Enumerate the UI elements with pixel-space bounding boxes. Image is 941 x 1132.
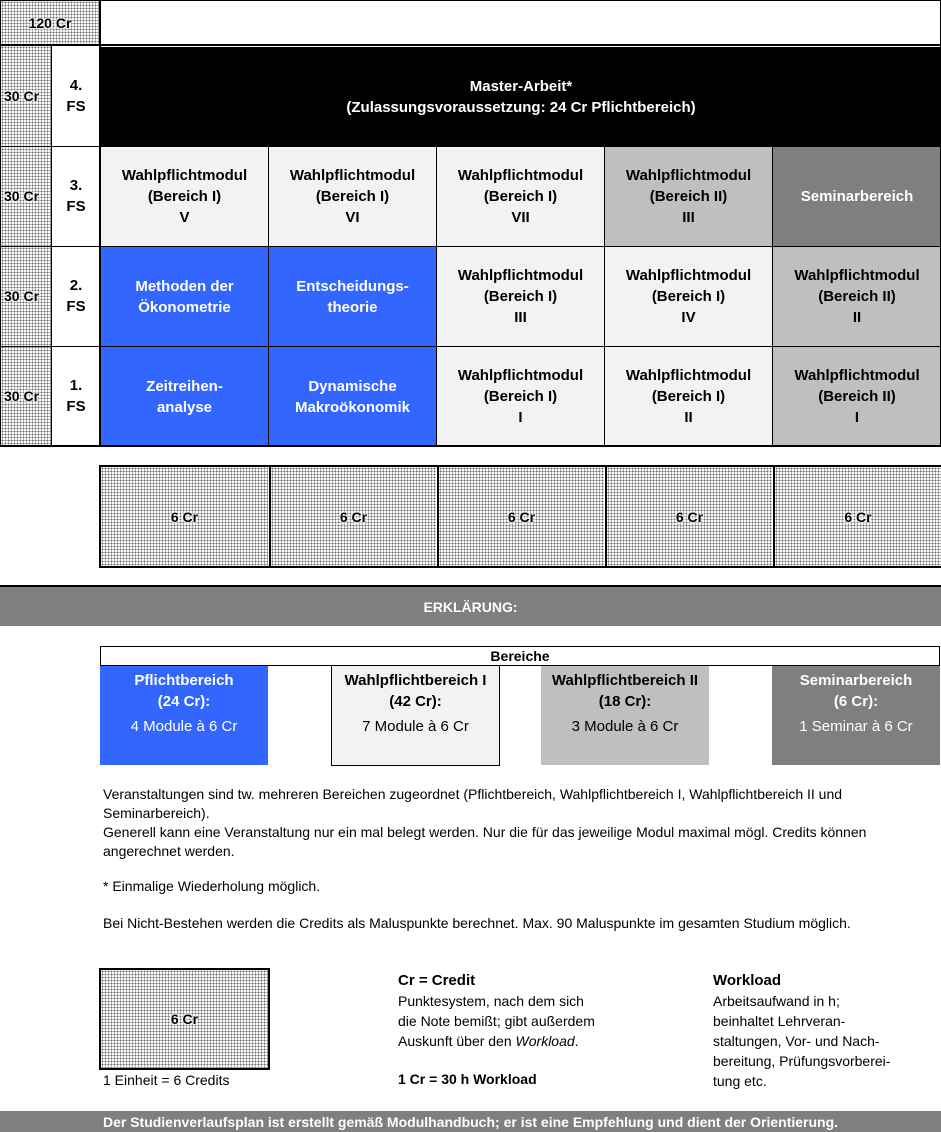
credit-row — [101, 467, 941, 566]
bereiche-title-label: Bereiche — [490, 648, 550, 664]
workload-lines — [713, 991, 933, 1091]
workload-line: staltungen, Vor- und Nach- — [713, 1033, 880, 1049]
module-grid — [101, 146, 941, 446]
legend-wahlpflichtbereich-2 — [541, 666, 709, 765]
module-cell-line: III — [514, 309, 527, 326]
module-cell-line: Ökonometrie — [138, 298, 231, 316]
grid-line — [268, 146, 269, 446]
unit-box-label: 6 Cr — [170, 1011, 199, 1027]
credit-unit-cell — [101, 467, 268, 566]
module-cell-line: (Bereich II) — [649, 188, 728, 205]
module-cell-line: (Bereich I) — [483, 288, 558, 305]
module-cell — [269, 347, 436, 446]
workload-line: bereitung, Prüfungsvorberei- — [713, 1053, 891, 1069]
semester-number: 1. — [69, 377, 83, 394]
module-cell-line: Wahlpflichtmodul — [457, 167, 584, 184]
grid-line — [0, 246, 941, 247]
module-cell-line: (Bereich I) — [315, 188, 390, 205]
module-cell-line: Wahlpflichtmodul — [625, 267, 752, 284]
module-cell — [437, 147, 604, 246]
module-cell — [101, 147, 268, 246]
legend-paragraph-1: Veranstaltungen sind tw. mehreren Bereichen zugeordnet (Pflichtbereich, Wahlpflichtbereich I, Wahlpflichtbereich II und Seminarbereich). — [103, 786, 843, 821]
workload-line: beinhaltet Lehrveran- — [713, 1013, 846, 1029]
legend-box-desc: 3 Module à 6 Cr — [571, 718, 679, 735]
semester-fs: FS — [66, 398, 86, 415]
semester-label — [51, 246, 101, 346]
credit-desc-line: die Note bemißt; gibt außerdem — [398, 1013, 595, 1029]
grid-line — [772, 146, 773, 446]
total-credits-cell — [0, 0, 101, 46]
total-credits-label: 120 Cr — [28, 14, 72, 31]
semester-credits: 30 Cr — [4, 388, 40, 404]
module-cell — [605, 247, 772, 346]
workload-definition — [713, 971, 933, 1091]
module-cell-line: III — [682, 209, 695, 226]
module-cell-line: Wahlpflichtmodul — [625, 367, 752, 384]
credit-unit-label: 6 Cr — [507, 508, 536, 525]
legend-box-title: Wahlpflichtbereich II — [551, 672, 699, 689]
credit-unit-label: 6 Cr — [844, 508, 872, 525]
module-cell-line: Zeitreihen- — [146, 377, 223, 395]
module-cell-line: I — [518, 409, 523, 426]
module-cell-line: IV — [681, 309, 696, 326]
module-cell-line: V — [179, 209, 190, 226]
master-thesis-subtitle: (Zulassungsvoraussetzung: 24 Cr Pflichtbereich) — [346, 98, 696, 116]
module-cell-line: Wahlpflichtmodul — [625, 167, 752, 184]
module-cell-line: VII — [511, 209, 530, 226]
module-cell-line: theorie — [327, 298, 378, 316]
total-credits-spacer — [101, 0, 941, 46]
legend-box-title: Seminarbereich — [799, 672, 913, 689]
legend-box-credits: (24 Cr): — [157, 693, 211, 710]
module-cell-line: (Bereich II) — [818, 288, 896, 305]
module-cell-line: Entscheidungs- — [296, 277, 409, 295]
legend-box-credits: (6 Cr): — [833, 693, 879, 710]
module-cell-line: Wahlpflichtmodul — [121, 167, 248, 184]
legend-paragraph-2: Generell kann eine Veranstaltung nur ein mal belegt werden. Nur die für das jeweilige Modul maximal mögl. Credits können angerechnet werden. — [103, 824, 867, 859]
module-cell — [101, 247, 268, 346]
module-cell — [605, 147, 772, 246]
grid-line — [436, 146, 437, 446]
module-cell-line: (Bereich I) — [483, 388, 558, 405]
module-cell-line: (Bereich I) — [147, 188, 222, 205]
semester-label — [51, 346, 101, 446]
credit-unit-cell — [269, 467, 436, 566]
legend-wahlpflichtbereich-1 — [331, 666, 500, 766]
semester-label — [51, 46, 101, 146]
semester-credits: 30 Cr — [4, 288, 40, 304]
semester-credits: 30 Cr — [4, 188, 40, 204]
semester-fs: FS — [66, 298, 86, 315]
semester-number: 4. — [69, 77, 83, 94]
legend-box-title: Pflichtbereich — [134, 672, 234, 689]
legend-box-desc: 1 Seminar à 6 Cr — [799, 718, 913, 735]
footer-text: Der Studienverlaufsplan ist erstellt gemäß Modulhandbuch; er ist eine Empfehlung und dient der Orientierung. — [102, 1113, 839, 1130]
credit-desc-prefix: Auskunft über den — [398, 1033, 516, 1049]
credit-unit-cell — [773, 467, 941, 566]
module-cell-line: Wahlpflichtmodul — [794, 267, 920, 284]
legend-header — [0, 587, 941, 626]
module-cell-line: Wahlpflichtmodul — [457, 367, 584, 384]
module-cell-line: (Bereich II) — [818, 388, 896, 405]
credit-desc-em: Workload — [515, 1033, 575, 1049]
workload-line: Arbeitsaufwand in h; — [713, 993, 840, 1009]
grid-line — [0, 346, 941, 347]
legend-box-desc: 7 Module à 6 Cr — [362, 718, 469, 735]
grid-bottom-line — [0, 445, 941, 447]
master-thesis-title: Master-Arbeit* — [469, 77, 573, 95]
module-cell-line: Methoden der — [135, 277, 234, 295]
credit-desc-suffix: . — [574, 1033, 579, 1049]
semester-fs: FS — [66, 198, 86, 215]
module-cell — [773, 147, 941, 246]
grid-line — [51, 46, 52, 446]
legend-box-credits: (42 Cr): — [389, 693, 442, 710]
master-thesis-cell — [101, 47, 941, 146]
legend-paragraph-4: Bei Nicht-Bestehen werden die Credits als Maluspunkte berechnet. Max. 90 Maluspunkte im gesamten Studium möglich. — [103, 915, 851, 931]
module-cell-line: VI — [345, 209, 360, 226]
grid-line — [99, 46, 101, 446]
legend-box-title: Wahlpflichtbereich I — [344, 672, 487, 689]
module-cell — [269, 147, 436, 246]
module-cell-line: Wahlpflichtmodul — [289, 167, 416, 184]
module-cell — [437, 347, 604, 446]
module-cell-line: II — [852, 309, 862, 326]
module-cell-line: Seminarbereich — [800, 188, 914, 205]
semester-number: 3. — [69, 177, 83, 194]
unit-caption: 1 Einheit = 6 Credits — [103, 1072, 230, 1088]
module-cell-line: II — [684, 409, 693, 426]
grid-line — [0, 146, 941, 147]
credit-unit-label: 6 Cr — [675, 508, 704, 525]
workload-title: Workload — [713, 972, 782, 989]
unit-box — [99, 968, 270, 1070]
credit-unit-label: 6 Cr — [339, 508, 368, 525]
module-cell-line: Dynamische — [308, 377, 397, 395]
legend-pflichtbereich — [100, 666, 268, 765]
module-cell — [101, 347, 268, 446]
semester-fs: FS — [66, 98, 86, 115]
module-cell-line: (Bereich I) — [651, 288, 726, 305]
grid-line — [604, 146, 605, 446]
module-cell-line: analyse — [156, 398, 213, 416]
legend-header-label: ERKLÄRUNG: — [423, 598, 518, 615]
semester-label — [51, 146, 101, 246]
module-cell — [605, 347, 772, 446]
bereiche-title — [100, 646, 940, 666]
credit-definition — [398, 971, 658, 1089]
module-cell-line: Makroökonomik — [294, 398, 411, 416]
module-cell-line: I — [854, 409, 860, 426]
module-cell-line: Wahlpflichtmodul — [794, 367, 920, 384]
module-cell-line: Wahlpflichtmodul — [457, 267, 584, 284]
module-cell — [437, 247, 604, 346]
legend-box-desc: 4 Module à 6 Cr — [130, 718, 238, 735]
credit-unit-cell — [605, 467, 772, 566]
legend-seminarbereich — [772, 666, 940, 765]
legend-paragraph-3: * Einmalige Wiederholung möglich. — [103, 878, 321, 894]
credit-desc-line: Punktesystem, nach dem sich — [398, 993, 584, 1009]
semester-number: 2. — [69, 277, 83, 294]
credit-desc-line — [398, 1031, 658, 1051]
module-cell — [269, 247, 436, 346]
semester-credits: 30 Cr — [4, 88, 40, 104]
legend-box-credits: (18 Cr): — [598, 693, 652, 710]
credit-unit-label: 6 Cr — [170, 508, 199, 525]
module-cell-line: (Bereich I) — [651, 388, 726, 405]
workload-line: tung etc. — [713, 1073, 767, 1089]
credit-title: Cr = Credit — [398, 972, 476, 989]
module-cell-line: (Bereich I) — [483, 188, 558, 205]
credit-formula: 1 Cr = 30 h Workload — [398, 1071, 537, 1087]
module-cell — [773, 247, 941, 346]
credit-unit-cell — [437, 467, 604, 566]
footer-bar — [0, 1111, 941, 1132]
module-cell — [773, 347, 941, 446]
